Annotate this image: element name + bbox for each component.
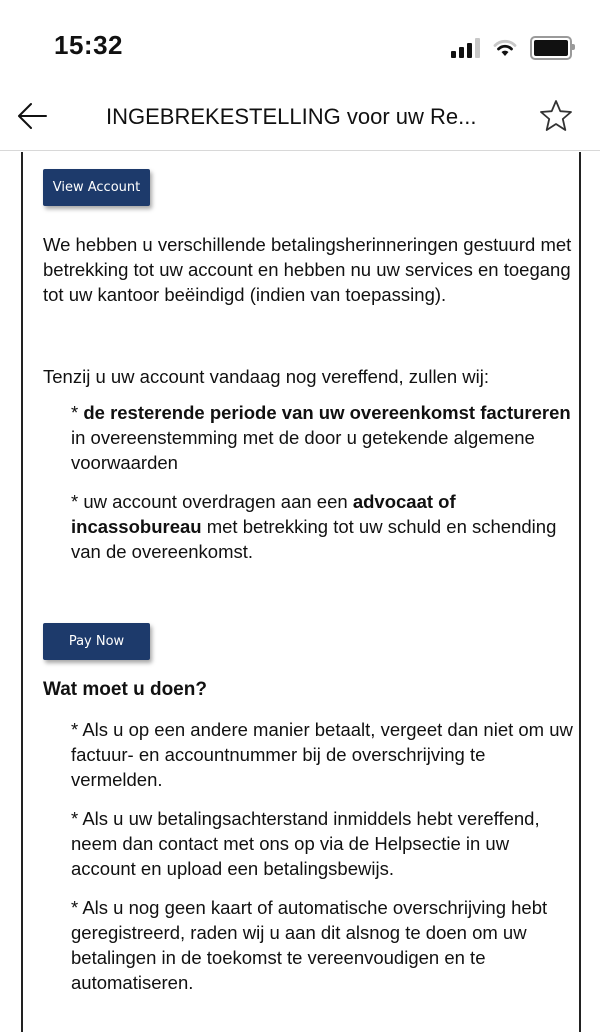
instruction-item: * Als u uw betalingsachterstand inmiddels hebt vereffend, neem dan contact met ons op via de Helpsectie in uw account en upload een betalingsbewijs. [71, 808, 540, 879]
pay-now-button[interactable]: Pay Now [43, 623, 150, 660]
status-bar [0, 0, 600, 90]
consequence-item: * uw account overdragen aan een advocaat of incassobureau met betrekking tot uw schuld en schending van de overeenkomst. [71, 491, 557, 562]
wifi-icon [492, 38, 518, 58]
email-subject-title: INGEBREKESTELLING voor uw Re... [106, 104, 477, 129]
what-to-do-heading: Wat moet u doen? [43, 679, 207, 700]
unless-paragraph: Tenzij u uw account vandaag nog vereffend, zullen wij: [43, 366, 489, 387]
intro-paragraph: We hebben u verschillende betalingsherinneringen gestuurd met betrekking tot uw account en hebben nu uw services en toegang tot uw kantoor beëindigd (indien van toepassing). [43, 234, 572, 305]
view-account-button[interactable]: View Account [43, 169, 150, 206]
battery-icon [530, 36, 572, 60]
status-time: 15:32 [54, 30, 123, 60]
instruction-item: * Als u op een andere manier betaalt, vergeet dan niet om uw factuur- en accountnummer bij de overschrijving te vermelden. [71, 719, 573, 790]
email-content [43, 169, 573, 995]
back-arrow-icon[interactable] [14, 98, 50, 134]
cellular-signal-icon [451, 38, 480, 58]
consequence-item: * de resterende periode van uw overeenkomst factureren in overeenstemming met de door u getekende algemene voorwaarden [71, 402, 571, 473]
nav-bar [0, 90, 600, 151]
star-icon[interactable] [538, 98, 574, 134]
instruction-item: * Als u nog geen kaart of automatische overschrijving hebt geregistreerd, raden wij u aan dit alsnog te doen om uw betalingen in de toekomst te vereenvoudigen en te automatiseren. [71, 897, 548, 993]
status-icons [451, 36, 572, 60]
